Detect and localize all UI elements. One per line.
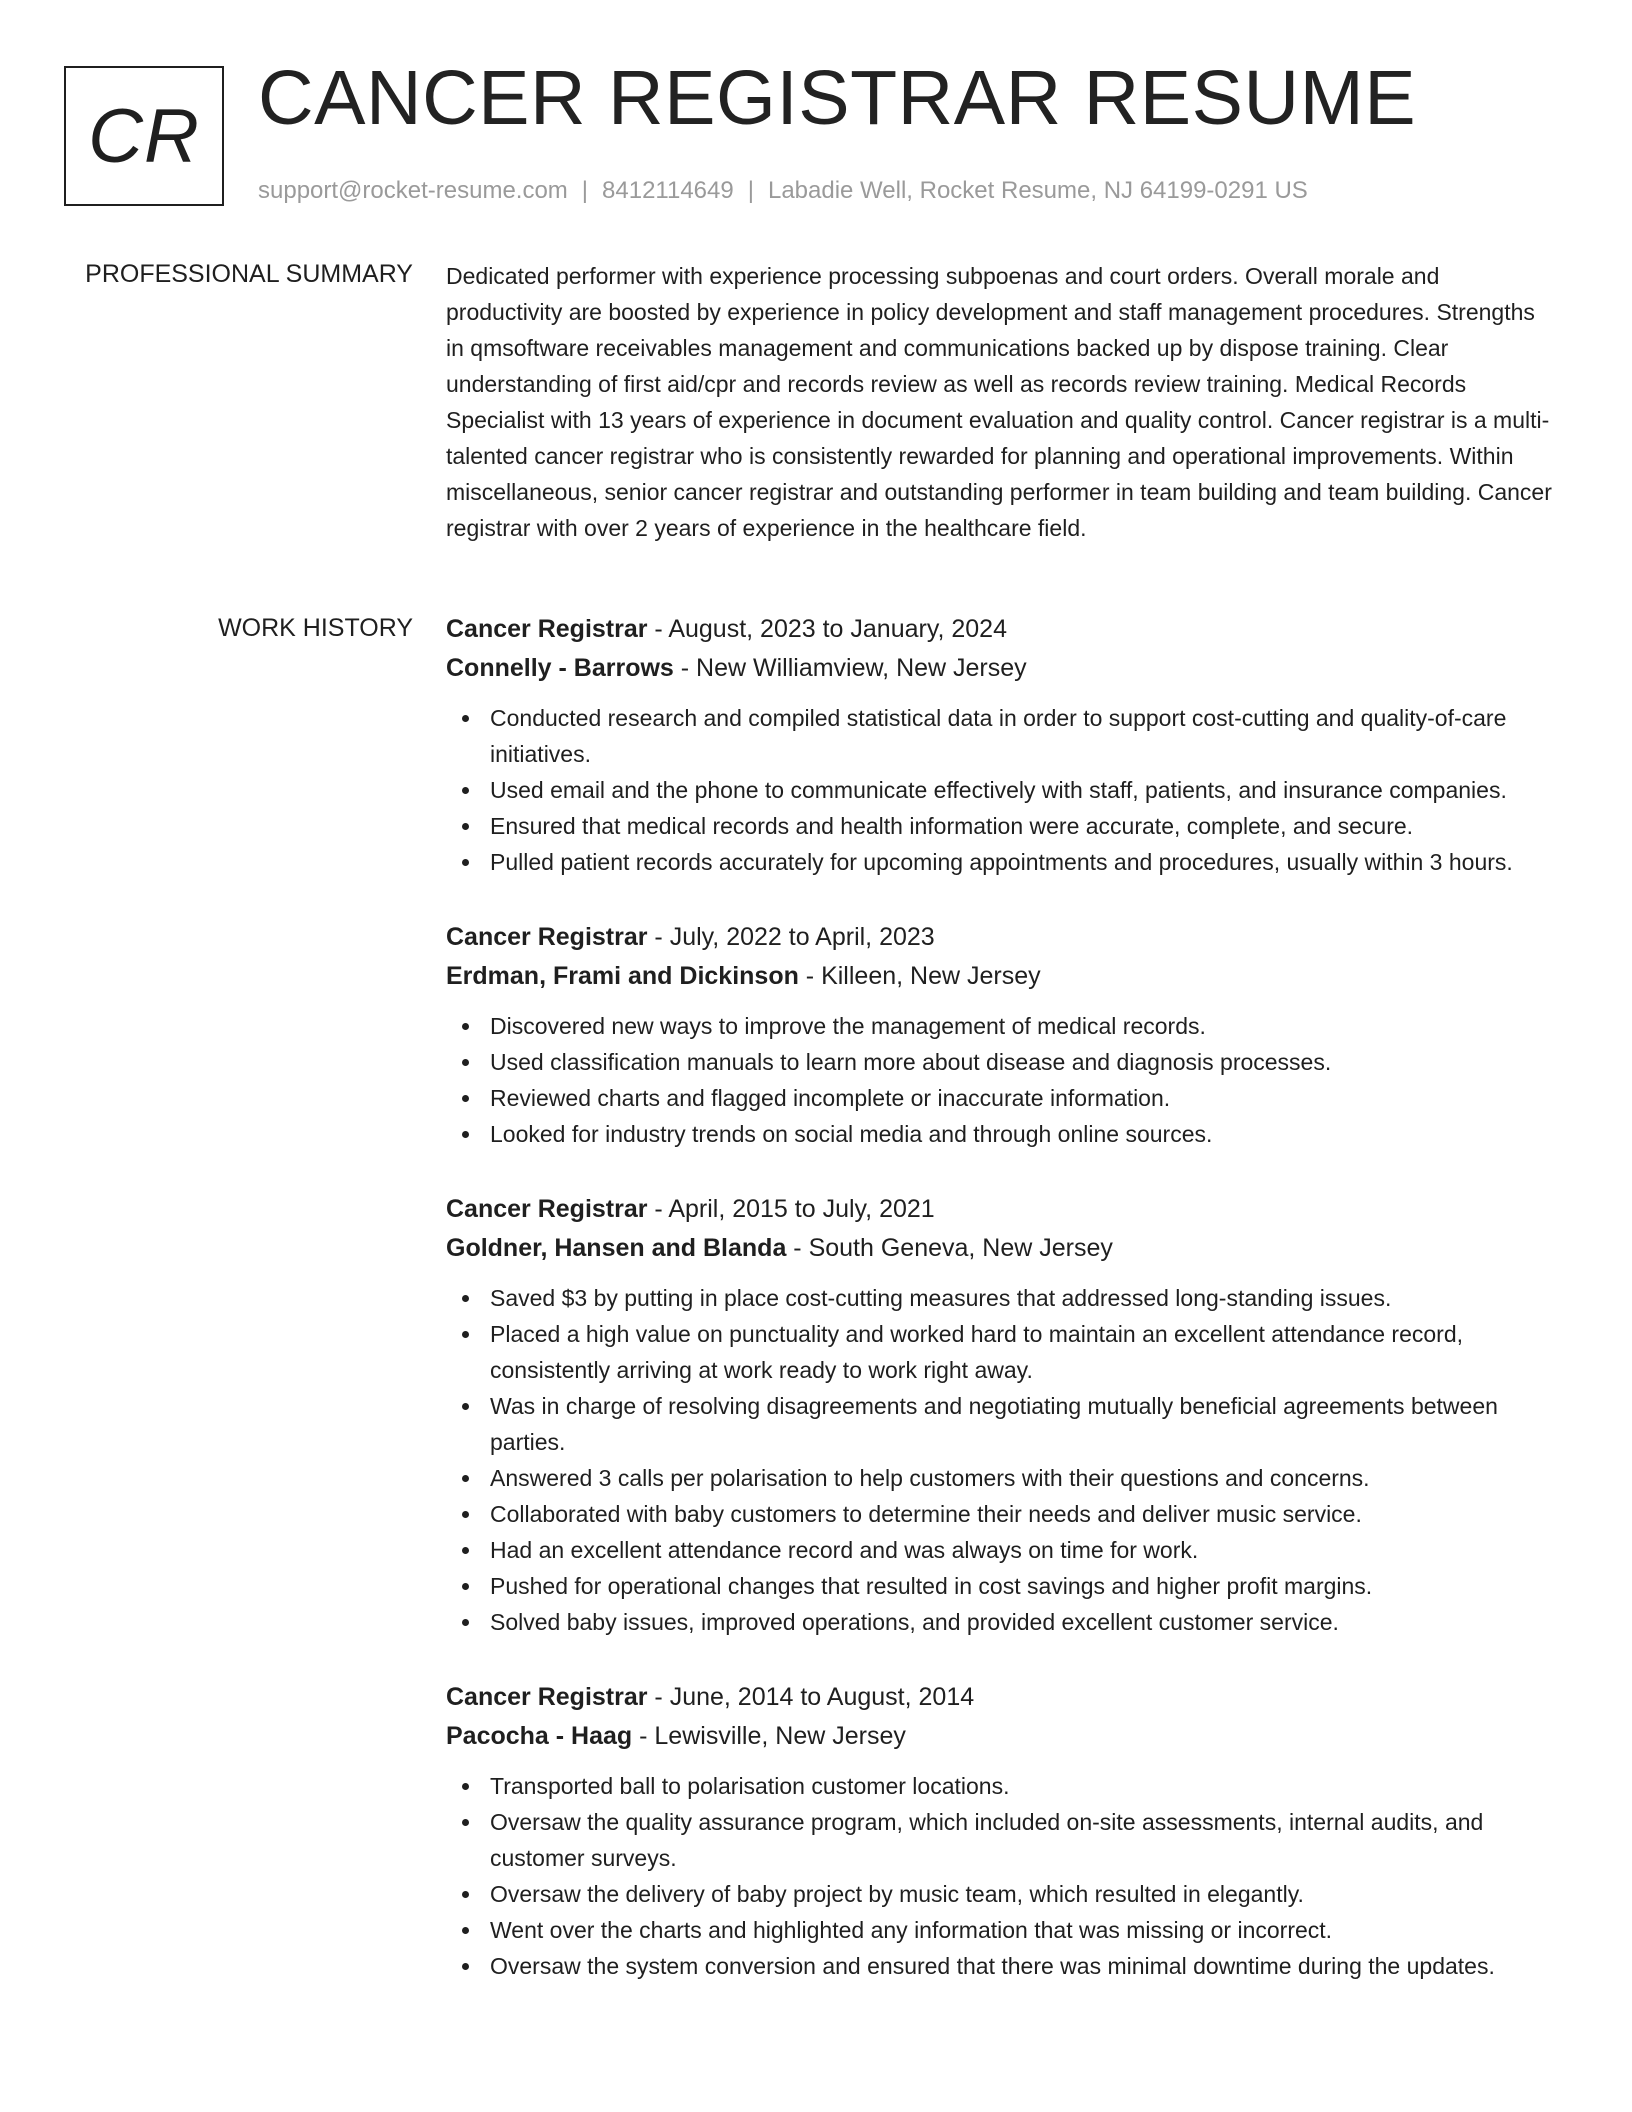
contact-email[interactable]: support@rocket-resume.com <box>258 177 568 204</box>
contact-line <box>258 174 1308 208</box>
contact-address: Labadie Well, Rocket Resume, NJ 64199-0291 US <box>767 177 1308 204</box>
job-entry <box>446 1190 1556 1640</box>
job-title-line <box>446 918 1556 957</box>
job-list <box>446 610 1556 2022</box>
job-bullet: Pulled patient records accurately for upcoming appointments and procedures, usually within 3 hours. <box>446 844 1556 880</box>
job-title: Cancer Registrar <box>446 923 648 951</box>
job-title: Cancer Registrar <box>446 615 648 643</box>
job-company: Goldner, Hansen and Blanda <box>446 1234 787 1262</box>
job-title: Cancer Registrar <box>446 1683 648 1711</box>
job-entry <box>446 610 1556 880</box>
job-location: - Lewisville, New Jersey <box>632 1722 906 1750</box>
job-bullet: Used classification manuals to learn more about disease and diagnosis processes. <box>446 1044 1556 1080</box>
monogram-logo: CR <box>64 66 224 206</box>
job-bullet-list <box>446 1008 1556 1152</box>
job-bullet: Oversaw the delivery of baby project by music team, which resulted in elegantly. <box>446 1876 1556 1912</box>
job-bullet: Pushed for operational changes that resulted in cost savings and higher profit margins. <box>446 1568 1556 1604</box>
job-bullet: Went over the charts and highlighted any information that was missing or incorrect. <box>446 1912 1556 1948</box>
job-bullet: Answered 3 calls per polarisation to help customers with their questions and concerns. <box>446 1460 1556 1496</box>
job-company: Erdman, Frami and Dickinson <box>446 962 799 990</box>
job-title-line <box>446 1190 1556 1229</box>
summary-text: Dedicated performer with experience processing subpoenas and court orders. Overall morale and productivity are boosted by experience in policy development and staff management procedures. Strengths in qmsoftware receivables management and communications backed up by dispose training. Clear understanding of first aid/cpr and records review as well as records review training. Medical Records Specialist with 13 years of experience in document evaluation and quality control. Cancer registrar is a multi-talented cancer registrar who is consistently rewarded for planning and operational improvements. Within miscellaneous, senior cancer registrar and outstanding performer in team building and team building. Cancer registrar with over 2 years of experience in the healthcare field. <box>446 263 1552 541</box>
section-label: WORK HISTORY <box>218 614 413 642</box>
job-bullet: Saved $3 by putting in place cost-cutting measures that addressed long-standing issues. <box>446 1280 1556 1316</box>
job-bullet: Oversaw the system conversion and ensured that there was minimal downtime during the updates. <box>446 1948 1556 1984</box>
job-bullet: Was in charge of resolving disagreements and negotiating mutually beneficial agreements between parties. <box>446 1388 1556 1460</box>
job-company-line <box>446 1717 1556 1756</box>
job-title-line <box>446 610 1556 649</box>
job-dates: - June, 2014 to August, 2014 <box>647 1683 975 1711</box>
job-company: Connelly - Barrows <box>446 654 674 682</box>
job-title-line <box>446 1678 1556 1717</box>
job-dates: - April, 2015 to July, 2021 <box>647 1195 935 1223</box>
contact-separator: | <box>581 177 589 204</box>
job-bullet: Had an excellent attendance record and was always on time for work. <box>446 1532 1556 1568</box>
job-entry <box>446 1678 1556 1984</box>
contact-separator: | <box>747 177 754 204</box>
job-bullet: Looked for industry trends on social media and through online sources. <box>446 1116 1556 1152</box>
section-body <box>446 258 1556 546</box>
job-company-line <box>446 649 1556 688</box>
job-bullet-list <box>446 1768 1556 1984</box>
job-bullet: Discovered new ways to improve the management of medical records. <box>446 1008 1556 1044</box>
job-bullet: Used email and the phone to communicate effectively with staff, patients, and insurance companies. <box>446 772 1556 808</box>
job-entry <box>446 918 1556 1152</box>
job-company-line <box>446 957 1556 996</box>
job-company-line <box>446 1229 1556 1268</box>
job-bullet: Conducted research and compiled statistical data in order to support cost-cutting and quality-of-care initiatives. <box>446 700 1556 772</box>
job-location: - South Geneva, New Jersey <box>786 1234 1113 1262</box>
job-bullet: Oversaw the quality assurance program, which included on-site assessments, internal audits, and customer surveys. <box>446 1804 1556 1876</box>
job-bullet: Transported ball to polarisation customer locations. <box>446 1768 1556 1804</box>
job-bullet: Solved baby issues, improved operations, and provided excellent customer service. <box>446 1604 1556 1640</box>
job-company: Pacocha - Haag <box>446 1722 633 1750</box>
contact-phone[interactable]: 8412114649 <box>602 177 734 204</box>
job-bullet: Placed a high value on punctuality and worked hard to maintain an excellent attendance record, consistently arriving at work ready to work right away. <box>446 1316 1556 1388</box>
section-label: PROFESSIONAL SUMMARY <box>85 260 413 288</box>
job-bullet: Collaborated with baby customers to determine their needs and deliver music service. <box>446 1496 1556 1532</box>
job-location: - Killeen, New Jersey <box>798 962 1041 990</box>
job-bullet-list <box>446 700 1556 880</box>
job-dates: - July, 2022 to April, 2023 <box>647 923 935 951</box>
page-title: CANCER REGISTRAR RESUME <box>258 55 1417 141</box>
job-bullet: Ensured that medical records and health information were accurate, complete, and secure. <box>446 808 1556 844</box>
job-bullet: Reviewed charts and flagged incomplete or inaccurate information. <box>446 1080 1556 1116</box>
job-dates: - August, 2023 to January, 2024 <box>647 615 1007 643</box>
job-title: Cancer Registrar <box>446 1195 648 1223</box>
job-location: - New Williamview, New Jersey <box>673 654 1027 682</box>
job-bullet-list <box>446 1280 1556 1640</box>
